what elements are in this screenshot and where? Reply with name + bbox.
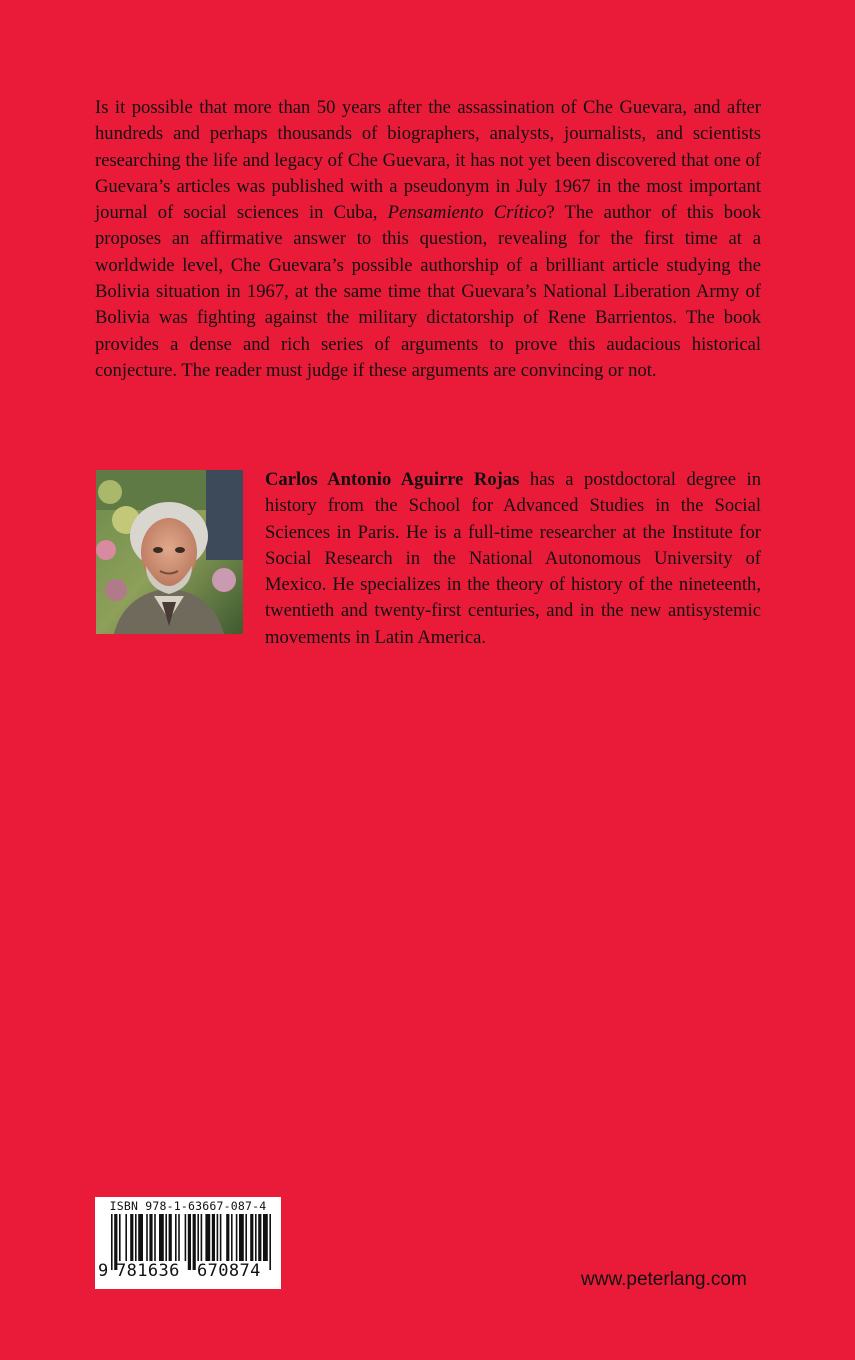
ean-right-group: 670874 [197,1261,261,1281]
barcode-bar [178,1214,180,1261]
barcode-bar [149,1214,152,1261]
barcode-bar [205,1214,210,1261]
barcode-bar [197,1214,199,1261]
isbn-barcode [95,1197,281,1289]
barcode-bar [175,1214,177,1261]
ean-left-group: 781636 [116,1261,180,1281]
barcode-bar [130,1214,133,1261]
barcode-bar [226,1214,229,1261]
author-name: Carlos Antonio Aguirre Rojas [265,469,520,490]
barcode-bar [250,1214,253,1261]
barcode-bar [119,1214,121,1261]
barcode-bar [236,1214,238,1261]
barcode-bar [212,1214,215,1261]
blurb-text-part1: Is it possible that more than 50 years after the assassination of Che Guevara, and after hundreds and perhaps thousands of biographers, analysts, journalists, and scientists researching the life and legacy of Che Guevara, it has not yet been discovered that one of Guevara’s articles was published with a pseudonym in July 1967 in the most important journal of social sciences in Cuba, [95,97,761,224]
barcode-bar [255,1214,257,1261]
barcode-bar [185,1214,187,1261]
barcode-bar [169,1214,172,1261]
barcode-bar [263,1214,268,1261]
barcode-bar [138,1214,143,1261]
author-photo [96,470,243,634]
barcode-bar [201,1214,203,1261]
barcode-bar [165,1214,167,1261]
publisher-website[interactable]: www.peterlang.com [581,1269,747,1290]
barcode-bar [220,1214,222,1261]
isbn-label: ISBN 978-1-63667-087-4 [109,1199,267,1213]
barcode-bar [188,1214,191,1270]
ean-first-digit: 9 [98,1261,109,1281]
author-bio [265,467,761,651]
barcode-bar [135,1214,137,1261]
author-bio-text: has a postdoctoral degree in history from the School for Advanced Studies in the Social Sciences in Paris. He is a full-time researcher at the Institute for Social Research in the National Autonomous University of Mexico. He specializes in the theory of history of the nineteenth, twentieth and twenty-first centuries, and in the new antisystemic movements in Latin America. [265,469,762,648]
barcode-bar [231,1214,233,1261]
barcode-bar [146,1214,148,1261]
journal-title: Pensamiento Crítico [387,202,547,224]
barcode-bar [125,1214,127,1261]
back-cover-blurb [95,95,761,384]
blurb-text-part2: ? The author of this book proposes an affirmative answer to this question, revealing for the first time at a worldwide level, Che Guevara’s possible authorship of a brilliant article studying the Bolivia situation in 1967, at the same time that Guevara’s National Liberation Army of Bolivia was fighting against the military dictatorship of Rene Barrientos. The book provides a dense and rich series of arguments to prove this audacious historical conjecture. The reader must judge if these arguments are convincing or not. [95,202,761,381]
barcode-bar [258,1214,261,1261]
barcode-bar [154,1214,156,1261]
barcode-bar [239,1214,244,1261]
barcode-bar [245,1214,247,1261]
barcode-bar [217,1214,219,1261]
barcode-bar [111,1214,113,1270]
barcode-bar [269,1214,271,1270]
barcode-bar [193,1214,196,1270]
barcode-bar [159,1214,164,1261]
